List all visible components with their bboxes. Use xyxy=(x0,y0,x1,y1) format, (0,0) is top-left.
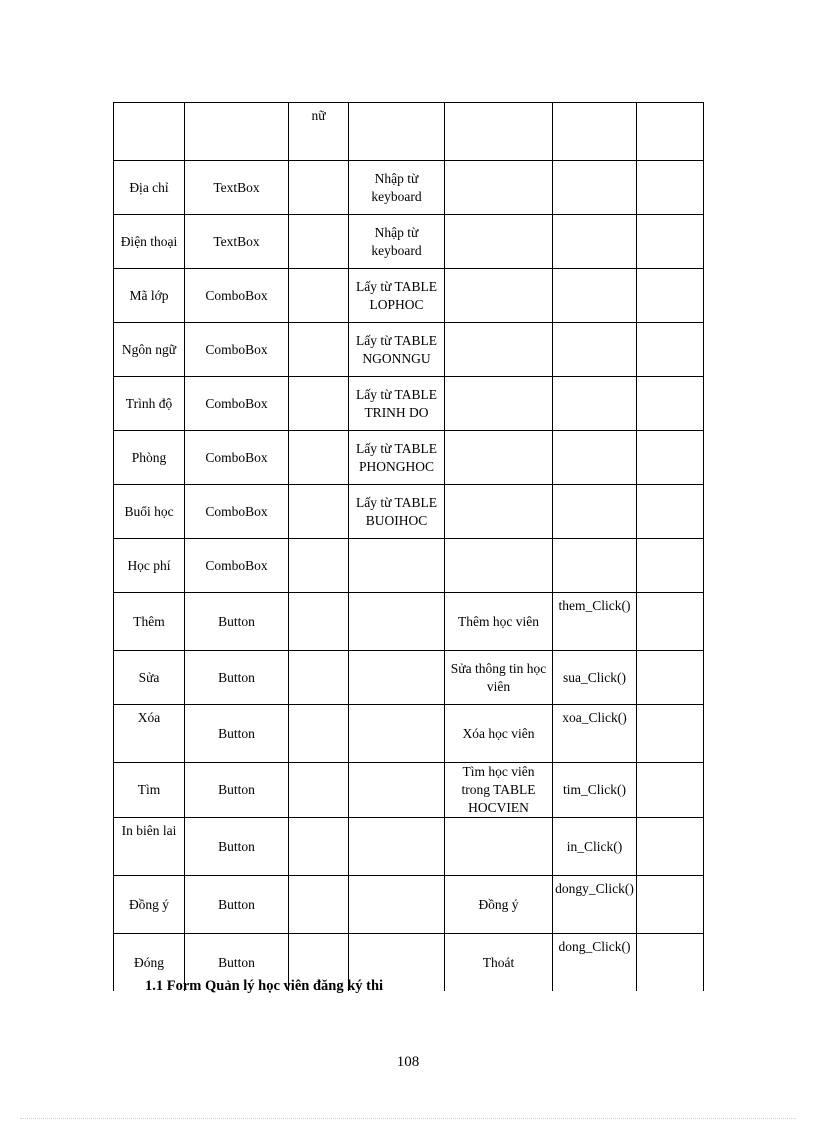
table-row xyxy=(114,876,704,934)
purpose-cell xyxy=(445,431,553,485)
handler-cell: dong_Click() xyxy=(553,934,637,992)
purpose-cell: Tìm học viên trong TABLE HOCVIEN xyxy=(445,763,553,818)
default-value-cell xyxy=(289,269,349,323)
note-cell xyxy=(637,269,704,323)
handler-cell: dongy_Click() xyxy=(553,876,637,934)
handler-cell: xoa_Click() xyxy=(553,705,637,763)
note-cell xyxy=(637,539,704,593)
note-cell xyxy=(637,103,704,161)
control-type-cell: ComboBox xyxy=(185,323,289,377)
control-type-cell: Button xyxy=(185,934,289,992)
purpose-cell xyxy=(445,269,553,323)
default-value-cell xyxy=(289,485,349,539)
default-value-cell xyxy=(289,431,349,485)
table-row xyxy=(114,763,704,818)
control-name-cell: Trình độ xyxy=(114,377,185,431)
handler-cell: sua_Click() xyxy=(553,651,637,705)
control-type-cell xyxy=(185,103,289,161)
purpose-cell xyxy=(445,539,553,593)
control-name-cell: Xóa xyxy=(114,705,185,763)
table-row xyxy=(114,818,704,876)
purpose-cell: Đồng ý xyxy=(445,876,553,934)
table-row xyxy=(114,103,704,161)
purpose-cell xyxy=(445,485,553,539)
note-cell xyxy=(637,215,704,269)
control-name-cell: Đóng xyxy=(114,934,185,992)
default-value-cell xyxy=(289,876,349,934)
control-type-cell: Button xyxy=(185,705,289,763)
table-row xyxy=(114,651,704,705)
data-source-cell: Lấy từ TABLE NGONNGU xyxy=(349,323,445,377)
control-type-cell: ComboBox xyxy=(185,431,289,485)
table-row xyxy=(114,485,704,539)
purpose-cell xyxy=(445,161,553,215)
data-source-cell xyxy=(349,705,445,763)
control-name-cell: Địa chỉ xyxy=(114,161,185,215)
table-row xyxy=(114,269,704,323)
control-name-cell: Học phí xyxy=(114,539,185,593)
data-source-cell: Nhập từ keyboard xyxy=(349,215,445,269)
data-source-cell xyxy=(349,763,445,818)
handler-cell xyxy=(553,539,637,593)
data-source-cell: Lấy từ TABLE LOPHOC xyxy=(349,269,445,323)
control-type-cell: ComboBox xyxy=(185,485,289,539)
control-type-cell: Button xyxy=(185,593,289,651)
control-name-cell: Tìm xyxy=(114,763,185,818)
table-row xyxy=(114,539,704,593)
default-value-cell xyxy=(289,705,349,763)
page-number: 108 xyxy=(396,1054,420,1070)
control-type-cell: Button xyxy=(185,763,289,818)
control-type-cell: TextBox xyxy=(185,161,289,215)
handler-cell xyxy=(553,215,637,269)
note-cell xyxy=(637,876,704,934)
control-type-cell: TextBox xyxy=(185,215,289,269)
table-row xyxy=(114,705,704,763)
data-source-cell xyxy=(349,876,445,934)
handler-cell: them_Click() xyxy=(553,593,637,651)
note-cell xyxy=(637,377,704,431)
control-name-cell xyxy=(114,103,185,161)
data-source-cell xyxy=(349,651,445,705)
control-name-cell: Điện thoại xyxy=(114,215,185,269)
control-type-cell: Button xyxy=(185,651,289,705)
control-spec-table xyxy=(113,102,704,991)
default-value-cell xyxy=(289,593,349,651)
purpose-cell xyxy=(445,103,553,161)
control-type-cell: ComboBox xyxy=(185,539,289,593)
handler-cell xyxy=(553,323,637,377)
purpose-cell: Thoát xyxy=(445,934,553,992)
data-source-cell: Lấy từ TABLE BUOIHOC xyxy=(349,485,445,539)
handler-cell: in_Click() xyxy=(553,818,637,876)
handler-cell xyxy=(553,485,637,539)
purpose-cell xyxy=(445,323,553,377)
purpose-cell: Thêm học viên xyxy=(445,593,553,651)
default-value-cell xyxy=(289,818,349,876)
control-type-cell: ComboBox xyxy=(185,377,289,431)
note-cell xyxy=(637,818,704,876)
data-source-cell: Lấy từ TABLE PHONGHOC xyxy=(349,431,445,485)
purpose-cell xyxy=(445,215,553,269)
handler-cell xyxy=(553,377,637,431)
default-value-cell xyxy=(289,377,349,431)
default-value-cell xyxy=(289,323,349,377)
note-cell xyxy=(637,593,704,651)
data-source-cell: Lấy từ TABLE TRINH DO xyxy=(349,377,445,431)
table-row xyxy=(114,323,704,377)
note-cell xyxy=(637,485,704,539)
handler-cell xyxy=(553,269,637,323)
control-name-cell: Mã lớp xyxy=(114,269,185,323)
purpose-cell xyxy=(445,377,553,431)
purpose-cell xyxy=(445,818,553,876)
table-body xyxy=(114,103,704,992)
handler-cell xyxy=(553,431,637,485)
default-value-cell xyxy=(289,161,349,215)
control-name-cell: Đồng ý xyxy=(114,876,185,934)
handler-cell xyxy=(553,103,637,161)
control-name-cell: Sửa xyxy=(114,651,185,705)
note-cell xyxy=(637,705,704,763)
control-name-cell: In biên lai xyxy=(114,818,185,876)
control-type-cell: Button xyxy=(185,876,289,934)
table-row xyxy=(114,431,704,485)
control-name-cell: Buổi học xyxy=(114,485,185,539)
table-row xyxy=(114,161,704,215)
data-source-cell xyxy=(349,593,445,651)
note-cell xyxy=(637,763,704,818)
purpose-cell: Sửa thông tin học viên xyxy=(445,651,553,705)
control-type-cell: ComboBox xyxy=(185,269,289,323)
default-value-cell xyxy=(289,539,349,593)
note-cell xyxy=(637,323,704,377)
table-row xyxy=(114,377,704,431)
default-value-cell xyxy=(289,763,349,818)
default-value-cell xyxy=(289,651,349,705)
purpose-cell: Xóa học viên xyxy=(445,705,553,763)
table-row xyxy=(114,593,704,651)
data-source-cell xyxy=(349,539,445,593)
control-name-cell: Phòng xyxy=(114,431,185,485)
default-value-cell: nữ xyxy=(289,103,349,161)
default-value-cell xyxy=(289,215,349,269)
handler-cell xyxy=(553,161,637,215)
data-source-cell: Nhập từ keyboard xyxy=(349,161,445,215)
data-source-cell xyxy=(349,103,445,161)
control-name-cell: Thêm xyxy=(114,593,185,651)
note-cell xyxy=(637,431,704,485)
data-source-cell xyxy=(349,818,445,876)
control-type-cell: Button xyxy=(185,818,289,876)
handler-cell: tim_Click() xyxy=(553,763,637,818)
note-cell xyxy=(637,934,704,992)
control-name-cell: Ngôn ngữ xyxy=(114,323,185,377)
section-title: 1.1 Form Quản lý học viên đăng ký thi xyxy=(145,978,384,994)
page-edge-divider xyxy=(20,1118,796,1119)
table-row xyxy=(114,215,704,269)
note-cell xyxy=(637,651,704,705)
note-cell xyxy=(637,161,704,215)
